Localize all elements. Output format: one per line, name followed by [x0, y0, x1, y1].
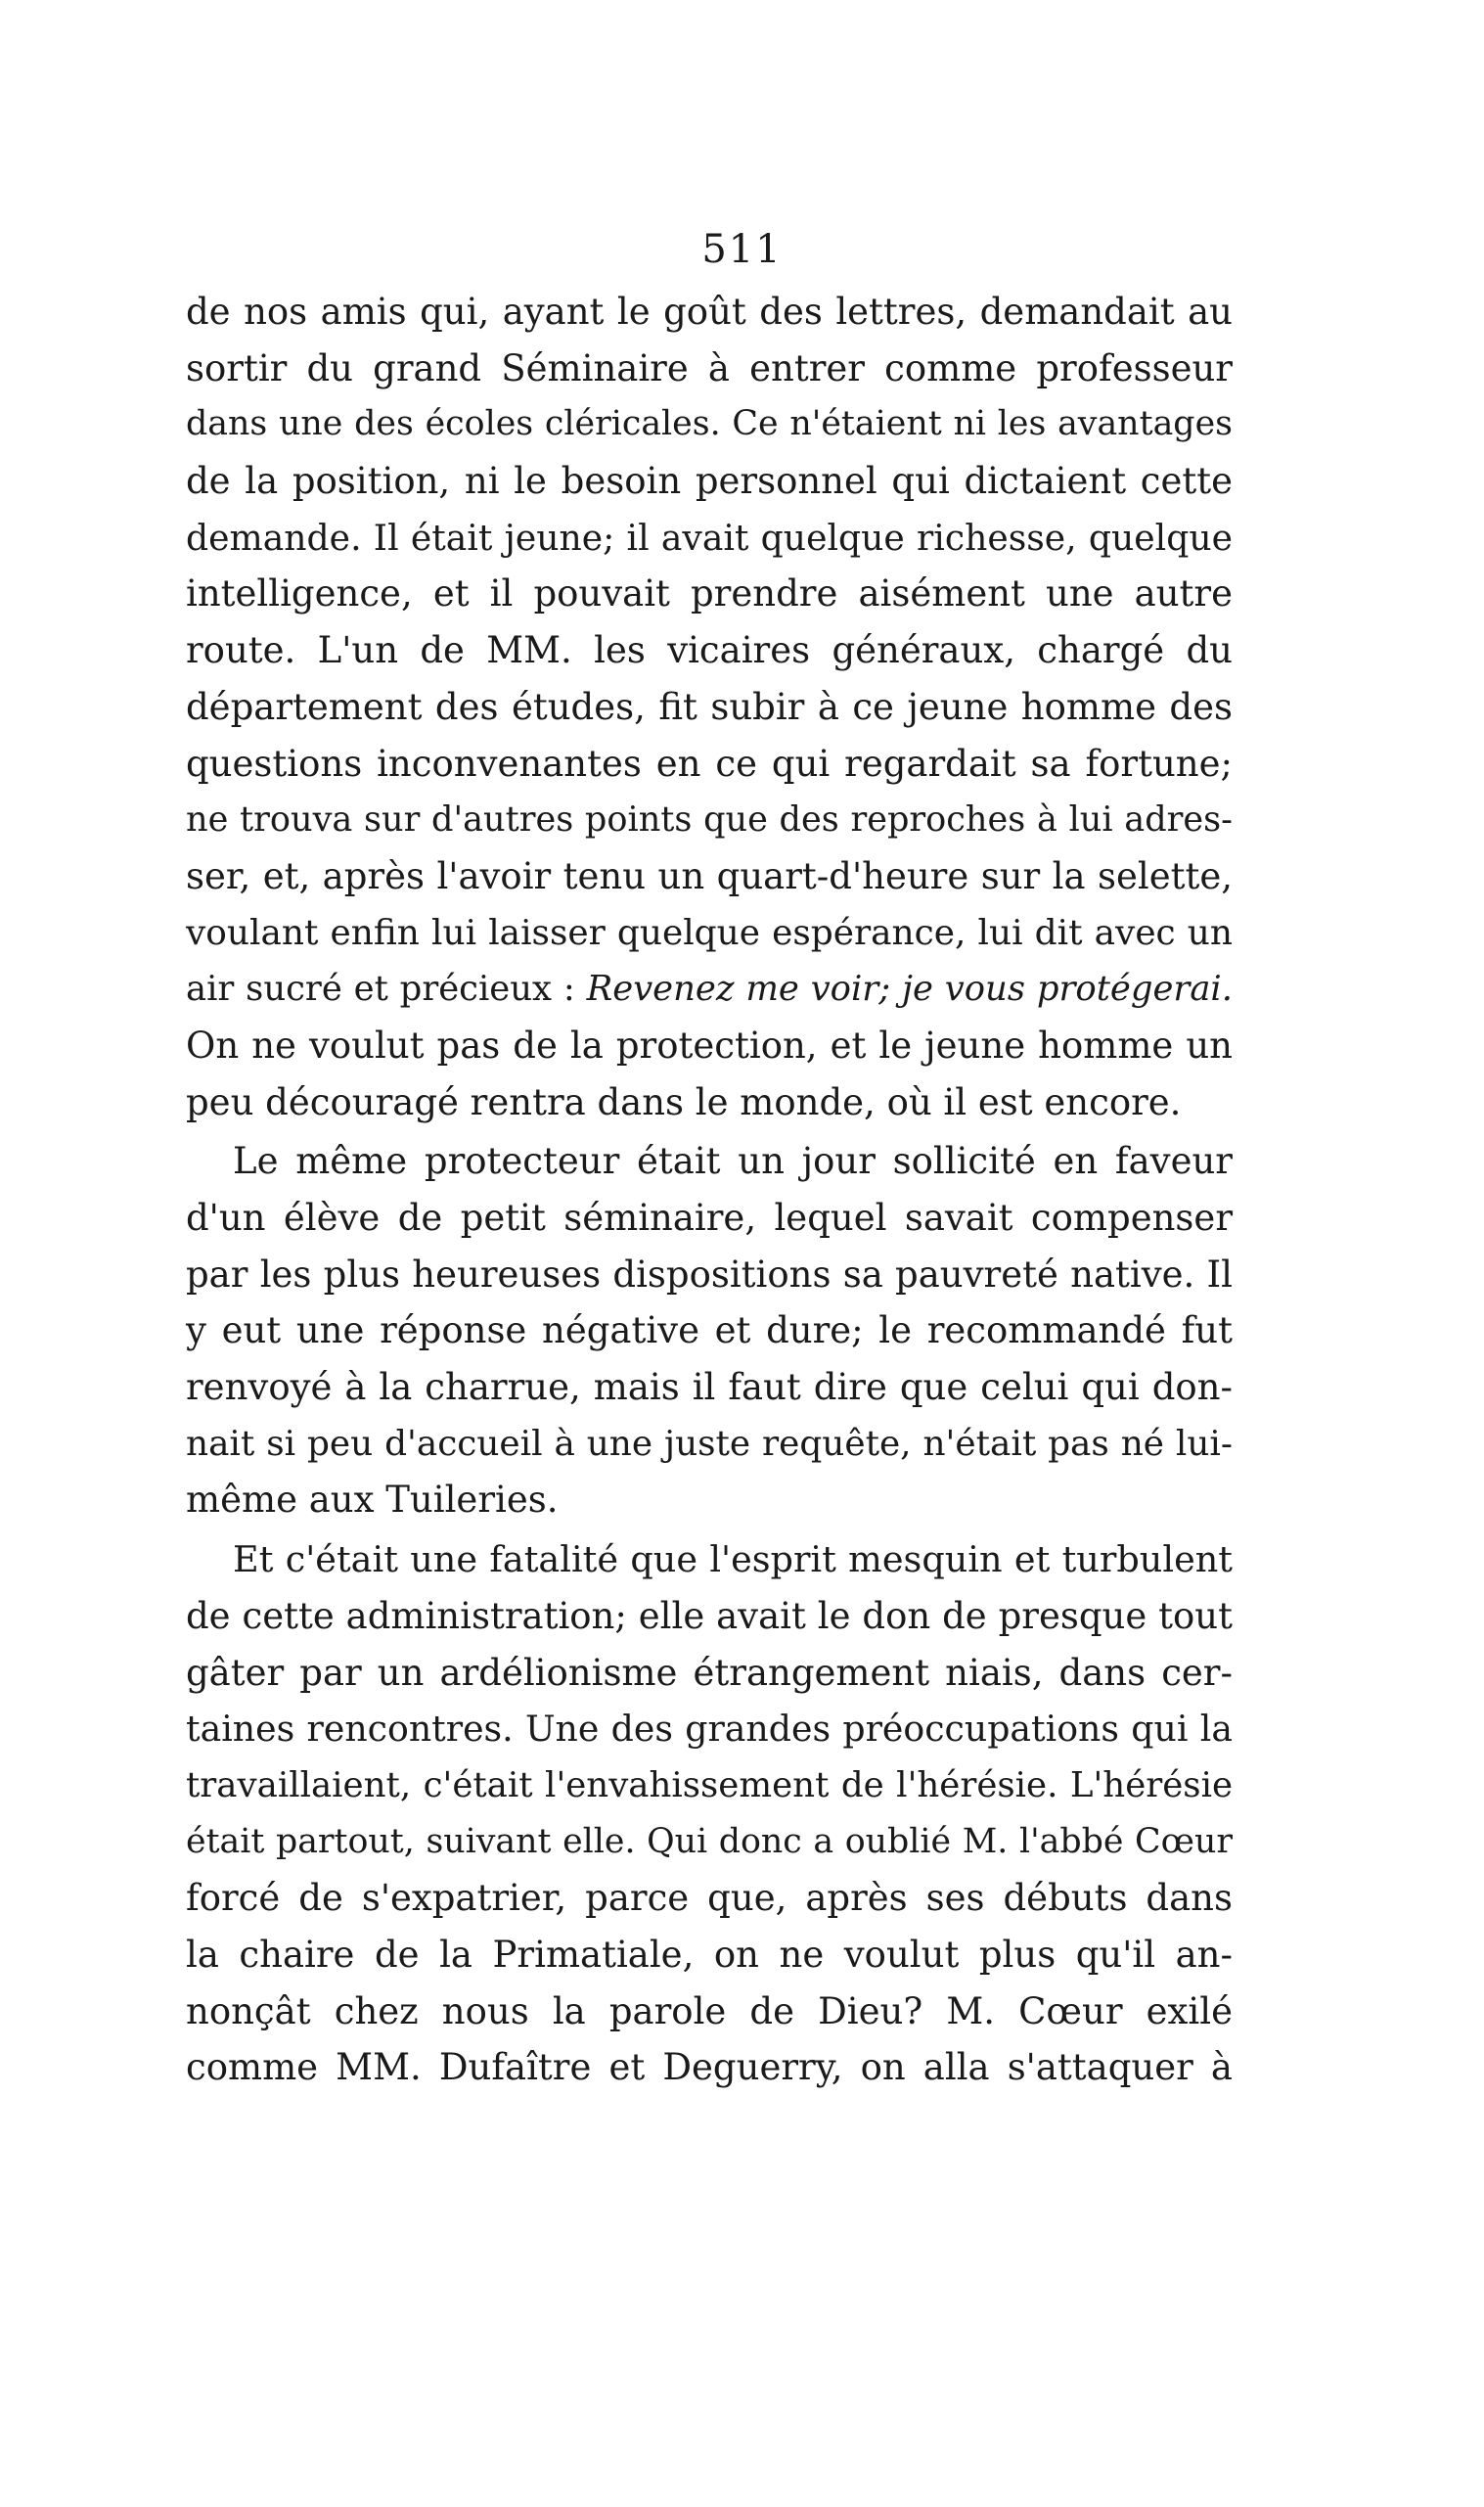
page-number: 511 — [701, 227, 783, 272]
body-text — [186, 284, 1233, 2096]
text-line: ser, et, après l'avoir tenu un quart-d'heure sur la selette, — [186, 854, 1233, 897]
text-line: comme MM. Dufaître et Deguerry, on alla s'attaquer à — [186, 2046, 1233, 2089]
text-line: nonçât chez nous la parole de Dieu? M. Cœur exilé — [186, 1989, 1233, 2032]
text-line: Le même protecteur était un jour sollicité en faveur — [233, 1140, 1233, 1183]
text-line: département des études, fit subir à ce jeune homme des — [186, 685, 1233, 728]
text-line: gâter par un ardélionisme étrangement niais, dans cer- — [186, 1651, 1233, 1694]
text-line: forcé de s'expatrier, parce que, après ses débuts dans — [186, 1877, 1233, 1920]
text-line: nait si peu d'accueil à une juste requête, n'était pas né lui- — [186, 1423, 1233, 1464]
text-line: était partout, suivant elle. Qui donc a oublié M. l'abbé Cœur — [186, 1821, 1233, 1861]
text-line-start: air sucré et précieux : — [186, 969, 575, 1010]
text-line: d'un élève de petit séminaire, lequel savait compenser — [186, 1197, 1233, 1239]
text-line: y eut une réponse négative et dure; le recommandé fut — [186, 1309, 1233, 1352]
text-line: par les plus heureuses dispositions sa pauvreté native. Il — [186, 1253, 1233, 1296]
text-line: de nos amis qui, ayant le goût des lettres, demandait au — [186, 291, 1233, 333]
text-line: renvoyé à la charrue, mais il faut dire que celui qui don- — [186, 1366, 1233, 1409]
text-line: peu découragé rentra dans le monde, où il est encore. — [186, 1080, 1182, 1123]
text-line: ne trouva sur d'autres points que des reproches à lui adres- — [186, 799, 1233, 841]
text-line: travaillaient, c'était l'envahissement de l'hérésie. L'hérésie — [186, 1764, 1233, 1805]
text-line: route. L'un de MM. les vicaires généraux, chargé du — [186, 629, 1233, 672]
text-line-with-quote — [186, 961, 1233, 1018]
text-line: On ne voulut pas de la protection, et le jeune homme un — [186, 1024, 1233, 1067]
text-line: de cette administration; elle avait le don de presque tout — [186, 1594, 1233, 1637]
text-line: de la position, ni le besoin personnel qui dictaient cette — [186, 460, 1233, 503]
italic-quote: Revenez me voir; je vous protégerai. — [586, 969, 1233, 1010]
text-line: Et c'était une fatalité que l'esprit mesquin et turbulent — [233, 1538, 1233, 1581]
text-line: intelligence, et il pouvait prendre aisément une autre — [186, 572, 1233, 615]
text-line: sortir du grand Séminaire à entrer comme professeur — [186, 346, 1233, 389]
text-line: taines rencontres. Une des grandes préoccupations qui la — [186, 1708, 1233, 1751]
text-line: questions inconvenantes en ce qui regardait sa fortune; — [186, 742, 1233, 785]
text-line: demande. Il était jeune; il avait quelque richesse, quelque — [186, 516, 1233, 559]
text-line: voulant enfin lui laisser quelque espérance, lui dit avec un — [186, 912, 1233, 953]
text-line: même aux Tuileries. — [186, 1479, 559, 1522]
text-line: dans une des écoles cléricales. Ce n'étaient ni les avantages — [186, 404, 1233, 444]
text-line: la chaire de la Primatiale, on ne voulut plus qu'il an- — [186, 1933, 1233, 1976]
